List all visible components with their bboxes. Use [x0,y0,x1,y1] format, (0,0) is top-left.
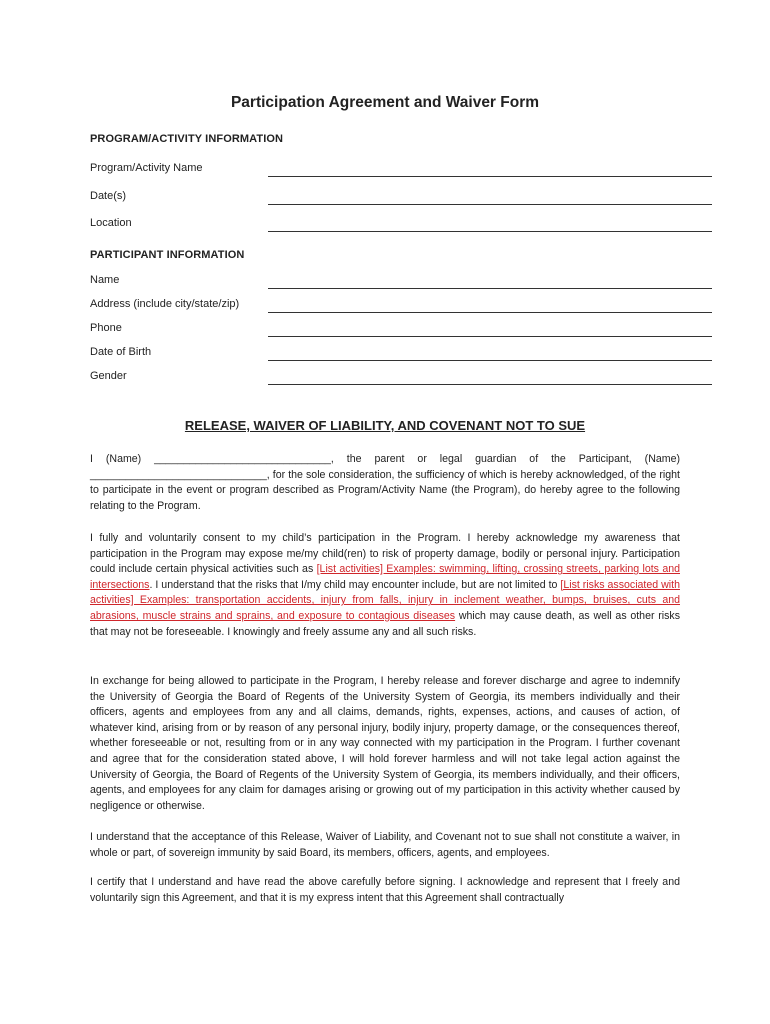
participant-name-row [90,274,712,292]
dates-field[interactable] [268,204,712,205]
program-name-label: Program/Activity Name [90,162,203,174]
gender-label: Gender [90,370,127,382]
phone-label: Phone [90,322,122,334]
address-label: Address (include city/state/zip) [90,298,240,310]
dob-label: Date of Birth [90,346,152,358]
activities-placeholder: [List activities] Examples: swimming, lifting, crossing streets, parking lots and intersections [90,563,680,591]
gender-row [90,370,712,388]
program-name-row [90,162,712,180]
guardian-paragraph: I (Name) ______________________________, the parent or legal guardian of the Participant, (Name) ______________________________, for the sole consideration, the sufficiency of which is hereby acknowledged, of the right to participate in the event or program described as Program/Activity Name (the Program), do hereby agree to the following relating to the Program. [90,453,680,512]
location-row [90,217,712,235]
dob-row [90,346,712,364]
participant-name-field[interactable] [268,288,712,289]
release-paragraph: In exchange for being allowed to participate in the Program, I hereby release and forever discharge and agree to indemnify the University of Georgia the Board of Regents of the University System of Georgia, its members individually and their officers, agents and employees from any and all claims, demands, rights, expenses, actions, and causes of action, of whatever kind, arising from or by reason of any personal injury, bodily injury, property damage, or the consequences thereof, whether foreseeable or not, resulting from or in any way connected with my participation in the Program. I further covenant and agree that for the consideration stated above, I will hold forever harmless and will not take legal action against the University of Georgia, the Board of Regents of the University System of Georgia, its members individually, and their officers, agents, and employees for any claim for damages arising or growing out of my participation in this activity whether caused by negligence or otherwise. [90,675,680,812]
certify-paragraph: I certify that I understand and have read the above carefully before signing. I acknowledge and represent that I freely and voluntarily sign this Agreement, and that it is my express intent that this Agreement shall contractually [90,876,680,904]
dates-label: Date(s) [90,190,127,202]
phone-row [90,322,712,340]
dates-row [90,190,712,208]
form-title: Participation Agreement and Waiver Form [230,94,540,111]
consent-text-c: which may cause death, as well as other risks that may not be foreseeable. I knowingly and freely assume any and all such risks. [90,609,680,638]
consent-text-b: . I understand that the risks that I/my child may encounter include, but are not limited to [149,578,561,591]
consent-paragraph [90,531,680,640]
consent-text-a: I fully and voluntarily consent to my child’s participation in the Program. I hereby acknowledge my awareness that participation in the Program may expose me/my child(ren) to risk of property damage, bodily or personal injury. Participation could include certain physical activities such as [90,532,680,576]
location-field[interactable] [268,231,712,232]
address-field[interactable] [268,312,712,313]
immunity-paragraph: I understand that the acceptance of this Release, Waiver of Liability, and Covenant not to sue shall not constitute a waiver, in whole or part, of sovereign immunity by said Board, its members, officers, agents, and employees. [90,831,680,859]
gender-field[interactable] [268,384,712,385]
program-section-heading: PROGRAM/ACTIVITY INFORMATION [90,133,284,145]
phone-field[interactable] [268,336,712,337]
risks-placeholder: [List risks associated with activities] Examples: transportation accidents, injury from falls, injury in inclement weather, bumps, bruises, cuts and abrasions, muscle strains and sprains, and exposure to contagious diseases [90,578,680,622]
participant-name-label: Name [90,274,120,286]
participant-section-heading: PARTICIPANT INFORMATION [90,249,245,261]
dob-field[interactable] [268,360,712,361]
release-title: RELEASE, WAIVER OF LIABILITY, AND COVENANT NOT TO SUE [184,418,586,433]
program-name-field[interactable] [268,176,712,177]
location-label: Location [90,217,132,229]
address-row [90,298,712,316]
